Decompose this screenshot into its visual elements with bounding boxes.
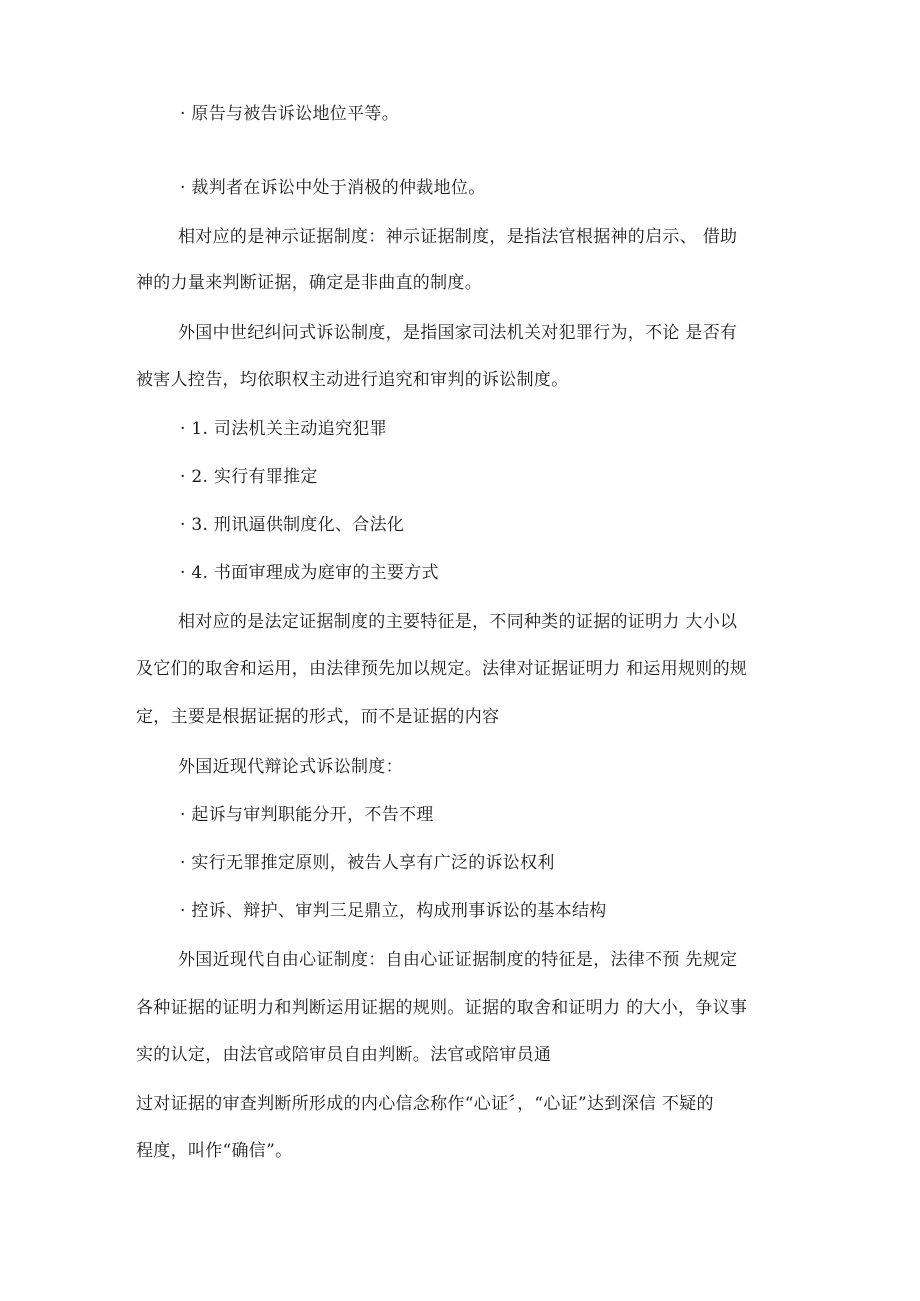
paragraph-line: 被害人控告，均依职权主动进行追究和审判的诉讼制度。 (136, 370, 569, 390)
bullet-line: · 实行无罪推定原则，被告人享有广泛的诉讼权利 (180, 853, 555, 873)
paragraph-line: 实的认定，由法官或陪审员自由判断。法官或陪审员通 (136, 1045, 552, 1065)
paragraph-line: 外国近现代自由心证制度：自由心证证据制度的特征是，法律不预 先规定 (178, 950, 738, 970)
bullet-line: · 2. 实行有罪推定 (180, 467, 318, 487)
bullet-line: · 起诉与审判职能分开，不告不理 (180, 805, 434, 825)
paragraph-line: 相对应的是神示证据制度：神示证据制度，是指法官根据神的启示、 借助 (178, 227, 738, 247)
paragraph-line: 及它们的取舍和运用，由法律预先加以规定。法律对证据证明力 和运用规则的规 (136, 659, 748, 679)
bullet-line: · 4. 书面审理成为庭审的主要方式 (180, 563, 439, 583)
bullet-line: · 裁判者在诉讼中处于消极的仲裁地位。 (180, 178, 486, 198)
paragraph-line: 过对证据的审查判断所形成的内心信念称作“心证〞，“心证”达到深信 不疑的 (136, 1094, 714, 1114)
paragraph-line: 神的力量来判断证据，确定是非曲直的制度。 (136, 273, 482, 293)
bullet-line: · 1. 司法机关主动追究犯罪 (180, 419, 387, 439)
bullet-line: · 控诉、辩护、审判三足鼎立，构成刑事诉讼的基本结构 (180, 901, 607, 921)
paragraph-line: 外国中世纪纠问式诉讼制度，是指国家司法机关对犯罪行为，不论 是否有 (178, 323, 738, 343)
bullet-line: · 3. 刑讯逼供制度化、合法化 (180, 515, 405, 535)
paragraph-line: 外国近现代辩论式诉讼制度： (178, 757, 403, 777)
paragraph-line: 程度，叫作“确信”。 (136, 1141, 293, 1161)
paragraph-line: 相对应的是法定证据制度的主要特征是，不同种类的证据的证明力 大小以 (178, 612, 738, 632)
paragraph-line: 各种证据的证明力和判断运用证据的规则。证据的取舍和证明力 的大小，争议事 (136, 998, 748, 1018)
paragraph-line: 定，主要是根据证据的形式，而不是证据的内容 (136, 707, 500, 727)
bullet-line: · 原告与被告诉讼地位平等。 (180, 104, 400, 124)
